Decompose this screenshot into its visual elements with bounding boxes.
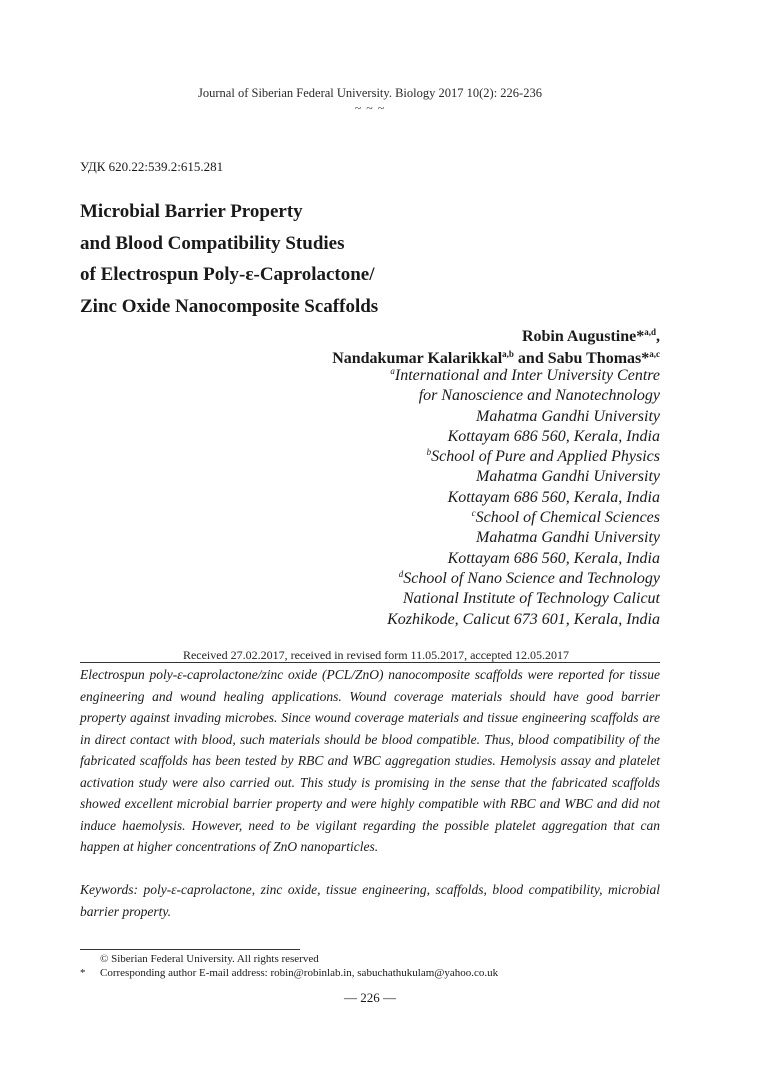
affiliation-line: Kottayam 686 560, Kerala, India (447, 427, 660, 445)
author-affil-mark: a,b (502, 349, 514, 359)
author-name: Nandakumar Kalarikkal (332, 350, 503, 367)
author-name: Sabu Thomas* (547, 350, 650, 367)
author-line-1 (332, 326, 660, 348)
header-separator: ~ ~ ~ (354, 101, 386, 115)
affiliation-line: National Institute of Technology Calicut (402, 590, 660, 608)
title-line: Microbial Barrier Property (80, 201, 303, 222)
affiliation-line: Kottayam 686 560, Kerala, India (447, 549, 660, 567)
affiliation-line: $^d$School of Nano Science and Technology (398, 568, 660, 587)
author-conjunction: and (513, 350, 548, 367)
affiliation-mark: a (390, 366, 395, 376)
affiliations (387, 366, 660, 630)
article-title (80, 196, 640, 322)
title-line: and Blood Compatibility Studies (80, 232, 345, 254)
footnote-mark: * (80, 967, 86, 979)
footnote-rule (80, 949, 300, 950)
abstract-text: Electrospun poly-ɛ-caprolactone/zinc oxide (PCL/ZnO) nanocomposite scaffolds were reported for tissue engineering and wound healing applications. Wound coverage materials should have good barrier property against invading microbes. Since wound coverage materials and tissue engineering scaffolds are in direct contact with blood, such materials should be blood compatible. Thus, blood compatibility of the fabricated scaffolds has been tested by RBC and WBC aggregation studies. Hemolysis assay and platelet activation study were also carried out. This study is promising in the sense that the fabricated scaffolds showed excellent microbial barrier property and were highly compatible with RBC and WBC and did not induce haemolysis. However, need to be vigilant regarding the possible platelet aggregation that can happen at higher concentrations of ZnO nanoparticles. (80, 667, 660, 854)
title-line: Zinc Oxide Nanocomposite Scaffolds (80, 295, 379, 317)
affiliation-line: Kottayam 686 560, Kerala, India (447, 488, 660, 506)
journal-header: Journal of Siberian Federal University. Biology 2017 10(2): 226-236 (198, 86, 542, 100)
copyright-note: © Siberian Federal University. All rights reserved (100, 953, 319, 965)
affiliation-line: for Nanoscience and Nanotechnology (418, 387, 660, 405)
corresponding-author-note (80, 967, 498, 979)
udc-code: УДК 620.22:539.2:615.281 (80, 159, 224, 174)
affiliation-mark: b (426, 447, 432, 458)
affiliation-line: Mahatma Gandhi University (476, 407, 660, 425)
author-list (332, 326, 660, 370)
author-suffix: , (656, 328, 660, 345)
keywords-text: Keywords: poly-ɛ-caprolactone, zinc oxide, tissue engineering, scaffolds, blood compatibility, microbial barrier property. (80, 882, 660, 919)
affiliation-line: $^b$School of Pure and Applied Physics (426, 447, 660, 466)
affiliation-line: $^a$International and Inter University Centre (390, 366, 660, 384)
received-dates: Received 27.02.2017, received in revised form 11.05.2017, accepted 12.05.2017 (182, 648, 570, 662)
affiliation-line: $^c$School of Chemical Sciences (471, 508, 660, 527)
affiliation-line: Kozhikode, Calicut 673 601, Kerala, India (387, 610, 660, 628)
corresponding-email-text: Corresponding author E-mail address: robin@robinlab.in, sabuchathukulam@yahoo.co.uk (100, 967, 499, 979)
author-affil-mark: a,c (649, 349, 660, 359)
title-line: of Electrospun Poly-ɛ-Caprolactone/ (80, 264, 375, 285)
abstract-rule (80, 662, 660, 663)
affiliation-line: Mahatma Gandhi University (476, 468, 660, 486)
affiliation-mark: c (471, 508, 476, 519)
affiliation-mark: d (398, 568, 404, 579)
affiliation-line: Mahatma Gandhi University (476, 529, 660, 547)
page-number: — 226 — (344, 990, 396, 1005)
author-name: Robin Augustine* (521, 328, 645, 345)
author-affil-mark: a,d (644, 327, 656, 337)
